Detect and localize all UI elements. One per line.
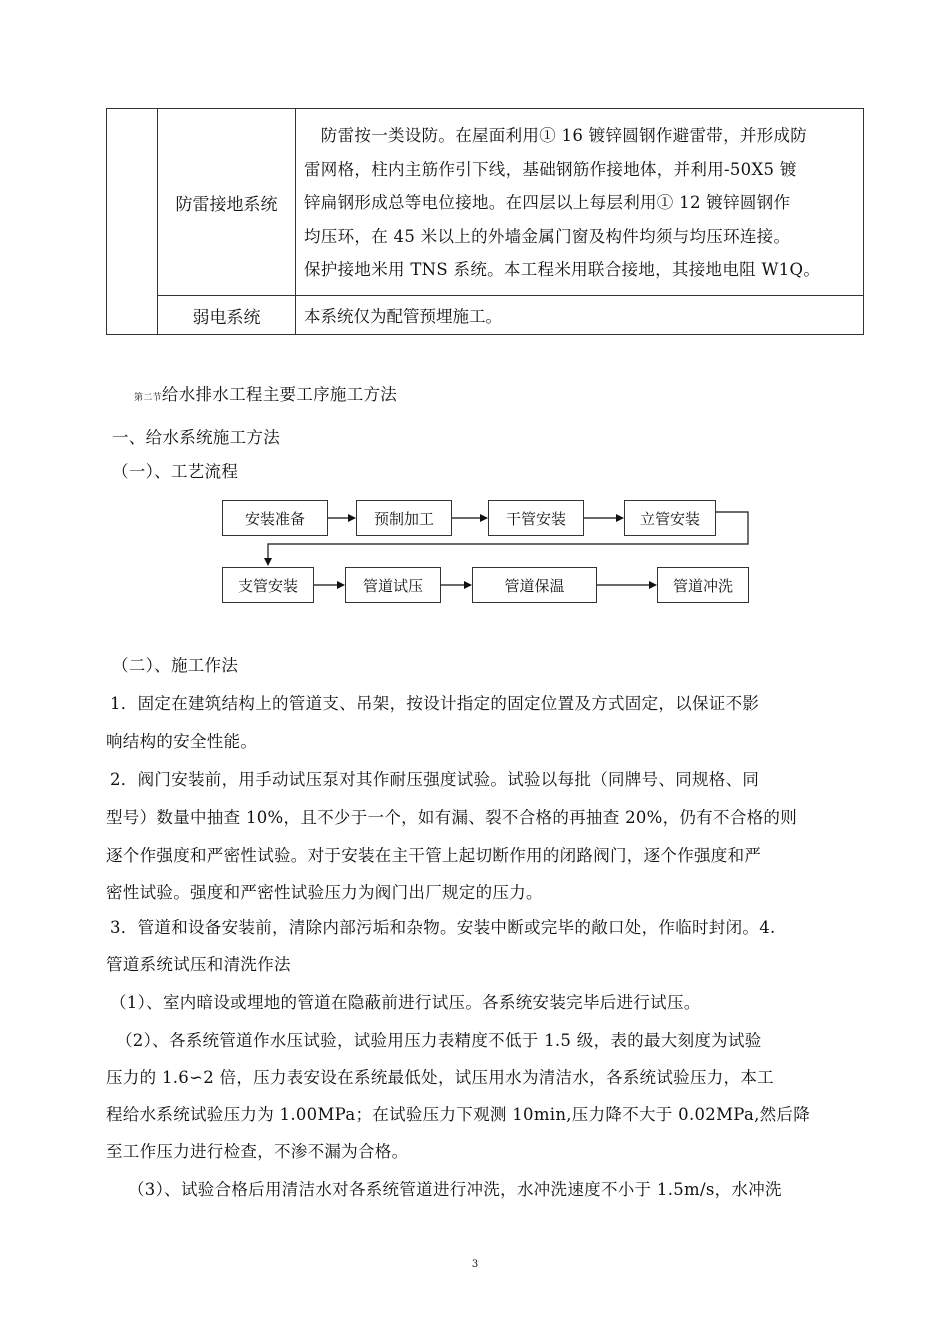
page-number: 3 — [471, 1259, 479, 1270]
paragraph-line: 压力的 1.6∽2 倍，压力表安设在系统最低处，试压用水为清洁水，各系统试验压力，本工 — [106, 1068, 774, 1087]
heading-1: 一、给水系统施工方法 — [112, 428, 280, 447]
flow-step: 管道保温 — [472, 567, 597, 603]
flow-step: 支管安装 — [222, 567, 314, 603]
heading-2: （一）、工艺流程 — [112, 462, 239, 481]
paragraph-line: 密性试验。强度和严密性试验压力为阀门出厂规定的压力。 — [106, 883, 543, 902]
paragraph-line: 管道系统试压和清洗作法 — [106, 955, 291, 974]
paragraph-line: （3）、试验合格后用清洁水对各系统管道进行冲洗，水冲洗速度不小于 1.5m/s，水冲洗 — [128, 1180, 782, 1199]
paragraph-line: （2）、各系统管道作水压试验，试验用压力表精度不低于 1.5 级，表的最大刻度为试验 — [116, 1031, 762, 1050]
flow-step: 立管安装 — [624, 500, 716, 536]
paragraph-line: 1．固定在建筑结构上的管道支、吊架，按设计指定的固定位置及方式固定，以保证不影 — [110, 694, 760, 713]
flow-step: 管道冲洗 — [657, 567, 749, 603]
content-line: 防雷按一类设防。在屋面利用① 16 镀锌圆钢作避雷带，并形成防 — [304, 126, 808, 146]
paragraph-line: 响结构的安全性能。 — [106, 732, 258, 751]
paragraph-line: 程给水系统试验压力为 1.00MPa；在试验压力下观测 10min,压力降不大于 0.02MPa,然后降 — [106, 1105, 811, 1124]
flow-step: 预制加工 — [356, 500, 452, 536]
content-line: 均压环，在 45 米以上的外墙金属门窗及构件均须与均压环连接。 — [304, 226, 791, 246]
content-line: 锌扁钢形成总等电位接地。在四层以上每层利用① 12 镀锌圆钢作 — [304, 193, 791, 213]
heading-3: （二）、施工作法 — [112, 656, 239, 675]
section-prefix: 第二节 — [134, 393, 162, 403]
paragraph-line: 型号）数量中抽查 10%，且不少于一个，如有漏、裂不合格的再抽查 20%，仍有不合格的则 — [106, 808, 798, 827]
row-name-cell: 防雷接地系统 — [158, 109, 296, 296]
flow-return-arrow — [268, 512, 748, 565]
row-name-cell: 弱电系统 — [158, 296, 296, 335]
flow-step: 安装准备 — [222, 500, 328, 536]
content-line: 雷网格，柱内主筋作引下线，基础钢筋作接地体，并利用-50X5 镀 — [304, 159, 797, 179]
flow-step: 管道试压 — [345, 567, 441, 603]
row-content-cell: 本系统仅为配管预埋施工。 — [296, 296, 864, 335]
paragraph-line: 3．管道和设备安装前，清除内部污垢和杂物。安装中断或完毕的敞口处，作临时封闭。4. — [110, 918, 776, 937]
content-line: 保护接地米用 TNS 系统。本工程米用联合接地，其接地电阻 W1Q。 — [304, 260, 821, 280]
paragraph-line: 至工作压力进行检查，不渗不漏为合格。 — [106, 1142, 409, 1161]
paragraph-line: （1）、室内暗设或埋地的管道在隐蔽前进行试压。各系统安装完毕后进行试压。 — [110, 993, 701, 1012]
paragraph-line: 逐个作强度和严密性试验。对于安装在主干管上起切断作用的闭路阀门，逐个作强度和严 — [106, 846, 762, 865]
section-title: 给水排水工程主要工序施工方法 — [161, 385, 398, 404]
paragraph-line: 2．阀门安装前，用手动试压泵对其作耐压强度试验。试验以每批（同牌号、同规格、同 — [110, 770, 760, 789]
flow-step: 干管安装 — [488, 500, 584, 536]
